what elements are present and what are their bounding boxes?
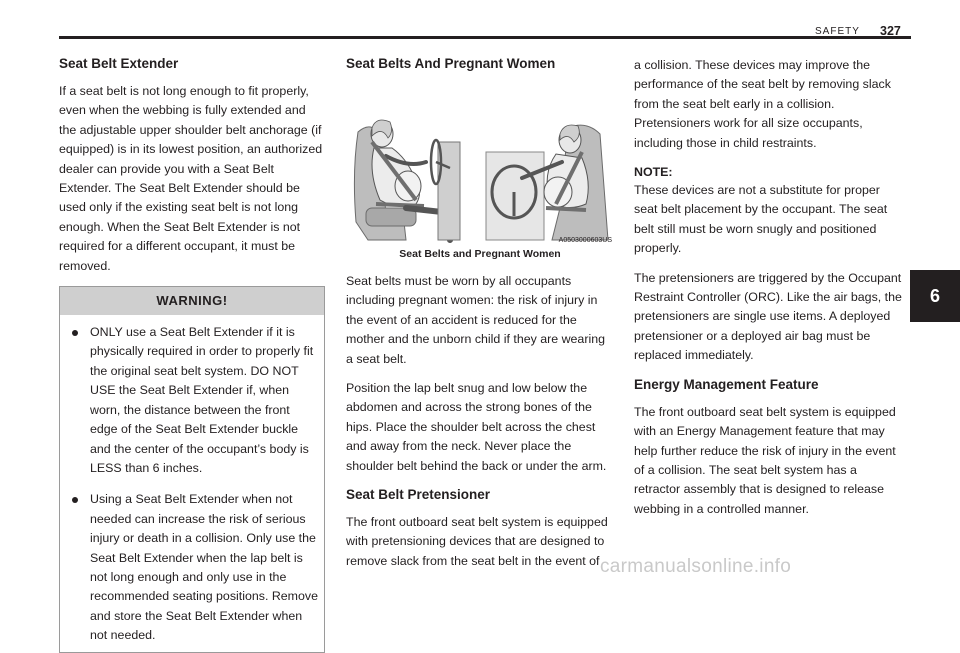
warning-item	[72, 490, 318, 645]
pregnant-women-illustration	[346, 112, 614, 244]
seat-belt-extender-heading: Seat Belt Extender	[59, 56, 179, 71]
right-seated-woman	[486, 125, 608, 240]
left-seated-woman	[354, 120, 450, 240]
orc-paragraph: The pretensioners are triggered by the Occupant Restraint Controller (ORC). Like the air bags, the pretensioners are single use items. A deployed pretensioner or a deployed air bag must be replaced immediately.	[634, 270, 902, 363]
warning-box	[59, 286, 325, 653]
header-rule	[59, 36, 911, 39]
energy-management-paragraph: The front outboard seat belt system is equipped with an Energy Management feature that may help further reduce the risk of injury in the event of a collision. The seat belt system has a retractor assembly that is designed to release webbing in a controlled manner.	[634, 404, 896, 516]
chapter-tab: 6	[910, 270, 960, 322]
note-label: NOTE:	[634, 165, 673, 180]
figure-caption: Seat Belts and Pregnant Women	[399, 248, 561, 260]
note-text: These devices are not a substitute for proper seat belt placement by the occupant. The seat belt still must be worn snugly and positioned properly.	[634, 183, 888, 256]
pretensioner-heading: Seat Belt Pretensioner	[346, 487, 491, 503]
pregnant-women-heading: Seat Belts And Pregnant Women	[346, 56, 556, 71]
middle-column	[346, 55, 614, 581]
right-column	[634, 56, 906, 529]
seat-belt-extender-paragraph: If a seat belt is not long enough to fit properly, even when the webbing is fully extended and the adjustable upper shoulder belt anchorage (if equipped) is in its lowest position, an authorized dealer can provide you with a Seat Belt Extender. The Seat Belt Extender should be used only if the existing seat belt is not long enough. When the Seat Belt Extender is not required for a different occupant, it must be removed.	[59, 84, 323, 273]
section-title: SAFETY	[815, 26, 860, 37]
pretensioner-paragraph: The front outboard seat belt system is equipped with pretensioning devices that are designed to remove slack from the seat belt in the event of	[346, 515, 608, 568]
pregnant-women-paragraph-2: Position the lap belt snug and low below the abdomen and across the strong bones of the hips. Place the shoulder belt across the chest and away from the neck. Never place the shoulder belt behind the back or under the arm.	[346, 381, 607, 473]
page-number: 327	[880, 24, 901, 38]
warning-title: WARNING!	[60, 287, 324, 315]
watermark: carmanualsonline.info	[600, 556, 792, 577]
bullet-icon	[72, 330, 78, 336]
illustration-svg	[346, 112, 614, 244]
pregnant-women-paragraph-1: Seat belts must be worn by all occupants including pregnant women: the risk of injury in the event of an accident is reduced for the mother and the unborn child if they are wearing a seat belt.	[346, 274, 605, 366]
warning-list	[60, 315, 324, 652]
figure-code: A0503000603US	[558, 237, 612, 244]
energy-management-heading: Energy Management Feature	[634, 376, 819, 392]
left-steering-wheel	[431, 140, 460, 240]
warning-item	[72, 323, 318, 478]
left-column	[59, 55, 325, 653]
bullet-icon	[72, 497, 78, 503]
pretensioner-continuation: a collision. These devices may improve the performance of the seat belt by removing slack from the seat belt early in a collision. Pretensioners work for all size occupants, including those in child restraints.	[634, 58, 891, 150]
warning-item-text: ONLY use a Seat Belt Extender if it is physically required in order to properly fit the original seat belt system. DO NOT USE the Seat Belt Extender if, when worn, the distance between the front edge of the Seat Belt Extender buckle and the center of the occupant’s body is LESS than 6 inches.	[90, 325, 314, 475]
warning-item-text: Using a Seat Belt Extender when not needed can increase the risk of serious injury or death in a collision. Only use the Seat Belt Extender when the lap belt is not long enough and only use in the recommended seating positions. Remove and store the Seat Belt Extender when not needed.	[90, 492, 318, 643]
